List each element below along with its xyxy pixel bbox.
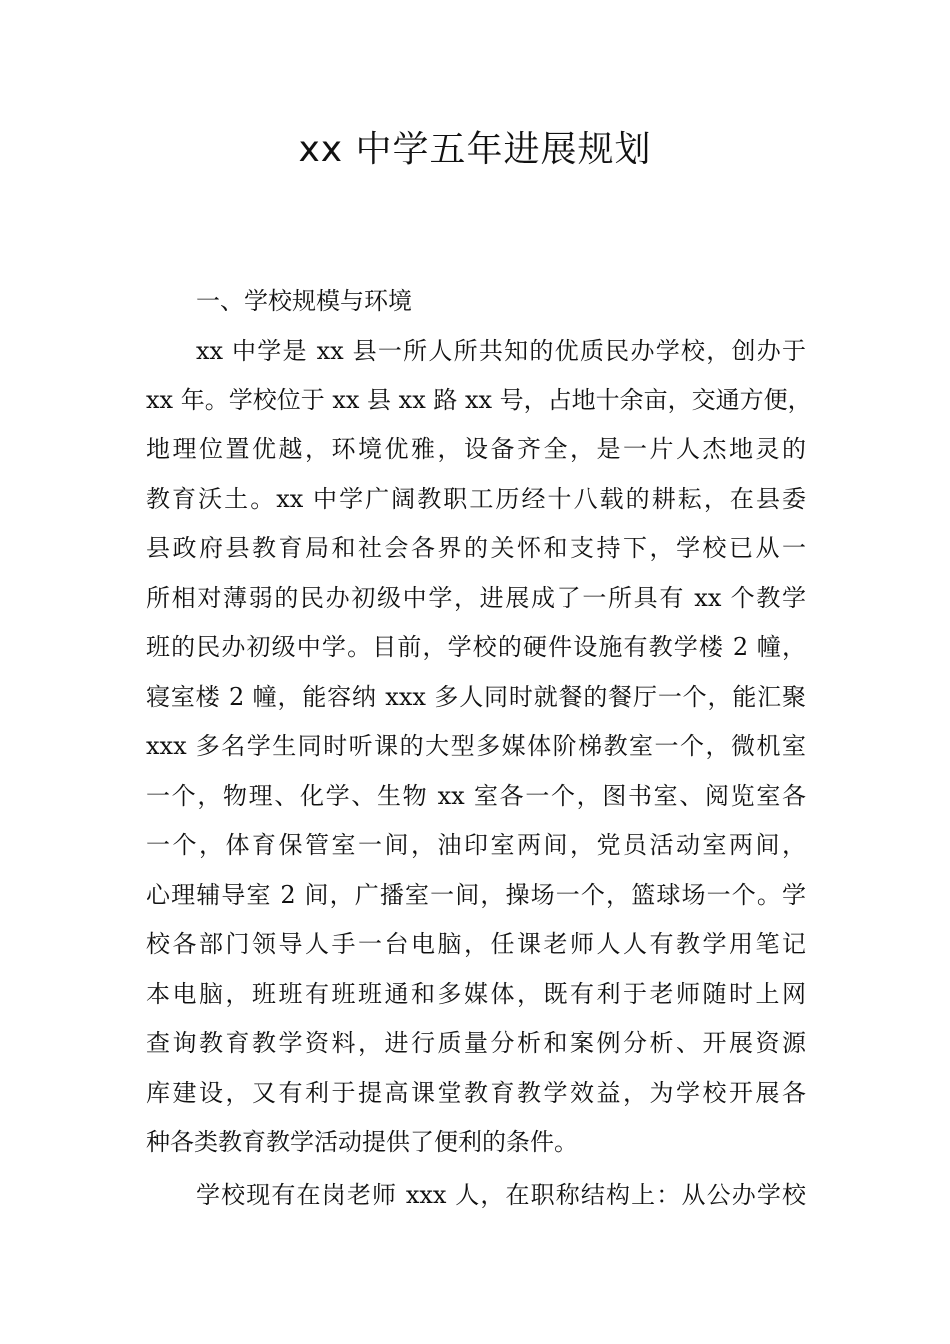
paragraph-line: xxx 多名学生同时听课的大型多媒体阶梯教室一个，微机室: [146, 732, 806, 760]
paragraph-line: xx 中学是 xx 县一所人所共知的优质民办学校，创办于: [196, 337, 806, 365]
paragraph-line: 班的民办初级中学。目前，学校的硬件设施有教学楼 2 幢，: [146, 633, 806, 661]
paragraph-line: 种各类教育教学活动提供了便利的条件。: [146, 1128, 578, 1156]
paragraph-line: 本电脑，班班有班班通和多媒体，既有利于老师随时上网: [146, 980, 806, 1008]
paragraph-line: 心理辅导室 2 间，广播室一间，操场一个，篮球场一个。学: [146, 881, 806, 909]
paragraph-line: 寝室楼 2 幢，能容纳 xxx 多人同时就餐的餐厅一个，能汇聚: [146, 683, 806, 711]
section-heading: 一、学校规模与环境: [196, 287, 412, 315]
paragraph-line: 教育沃土。xx 中学广阔教职工历经十八载的耕耘，在县委: [146, 485, 806, 513]
paragraph-line: xx 年。学校位于 xx 县 xx 路 xx 号，占地十余亩，交通方便，: [146, 386, 812, 414]
paragraph-line: 地理位置优越，环境优雅，设备齐全，是一片人杰地灵的: [146, 435, 806, 463]
paragraph-line: 县政府县教育局和社会各界的关怀和支持下，学校已从一: [146, 534, 806, 562]
paragraph-line: 一个，体育保管室一间，油印室两间，党员活动室两间，: [146, 831, 806, 859]
paragraph-line: 一个，物理、化学、生物 xx 室各一个，图书室、阅览室各: [146, 782, 806, 810]
paragraph-line: 所相对薄弱的民办初级中学，进展成了一所具有 xx 个教学: [146, 584, 806, 612]
paragraph-line: 校各部门领导人手一台电脑，任课老师人人有教学用笔记: [146, 930, 806, 958]
document-title: xx 中学五年进展规划: [298, 129, 652, 170]
paragraph-line: 查询教育教学资料，进行质量分析和案例分析、开展资源: [146, 1029, 806, 1057]
paragraph-line: 学校现有在岗老师 xxx 人，在职称结构上：从公办学校: [196, 1181, 806, 1209]
paragraph-line: 库建设，又有利于提高课堂教育教学效益，为学校开展各: [146, 1079, 806, 1107]
